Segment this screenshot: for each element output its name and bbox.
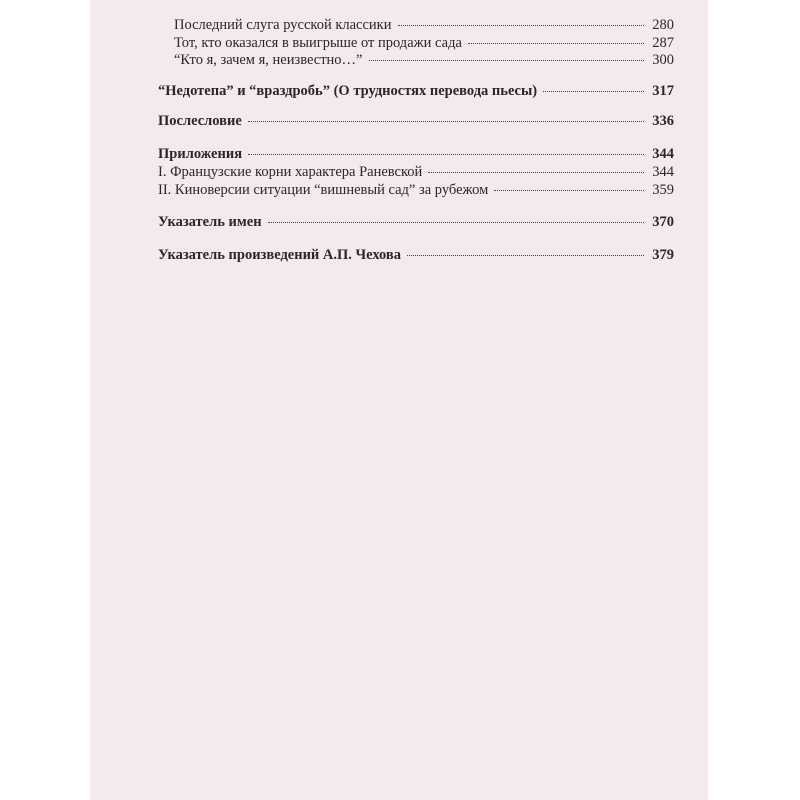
toc-entry-page: 359 (652, 182, 674, 198)
toc-entry[interactable] (158, 145, 674, 163)
book-page (90, 0, 708, 800)
toc-entry[interactable] (158, 82, 674, 100)
toc-entry-page: 344 (652, 164, 674, 180)
dot-leader (468, 43, 644, 44)
toc-entry-title: “Кто я, зачем я, неизвестно…” (174, 52, 363, 68)
toc-entry[interactable] (158, 181, 674, 199)
toc-entry[interactable] (158, 246, 674, 264)
dot-leader (248, 121, 644, 122)
toc-entry[interactable] (158, 213, 674, 231)
toc-entry-page: 287 (652, 35, 674, 51)
dot-leader (428, 172, 644, 173)
toc-entry[interactable] (158, 163, 674, 181)
toc-entry-title: Указатель имен (158, 214, 262, 230)
toc-entry-page: 317 (652, 83, 674, 99)
toc-entry-page: 280 (652, 17, 674, 33)
toc-entry[interactable] (174, 51, 674, 69)
toc-entry[interactable] (174, 34, 674, 52)
dot-leader (407, 255, 644, 256)
toc-entry-title: Последний слуга русской классики (174, 17, 392, 33)
toc-entry-title: Указатель произведений А.П. Чехова (158, 247, 401, 263)
toc-entry-title: “Недотепа” и “враздробь” (О трудностях перевода пьесы) (158, 83, 538, 99)
toc-entry-title: II. Киноверсии ситуации “вишневый сад” за рубежом (158, 182, 489, 198)
toc-entry-page: 370 (652, 214, 674, 230)
table-of-contents (90, 0, 708, 800)
toc-entry-title: Послесловие (158, 113, 242, 129)
toc-entry-page: 336 (652, 113, 674, 129)
dot-leader (369, 60, 645, 61)
toc-entry-title: Приложения (158, 146, 243, 162)
dot-leader (268, 222, 644, 223)
toc-entry[interactable] (158, 112, 674, 130)
toc-entry-title: I. Французские корни характера Раневской (158, 164, 423, 180)
dot-leader (494, 190, 644, 191)
dot-leader (398, 25, 645, 26)
toc-entry-page: 379 (652, 247, 674, 263)
dot-leader (543, 91, 644, 92)
toc-entry-title: Тот, кто оказался в выигрыше от продажи сада (174, 35, 462, 51)
dot-leader (248, 154, 644, 155)
toc-entry-page: 344 (652, 146, 674, 162)
toc-entry-page: 300 (652, 52, 674, 68)
toc-entry[interactable] (174, 16, 674, 34)
